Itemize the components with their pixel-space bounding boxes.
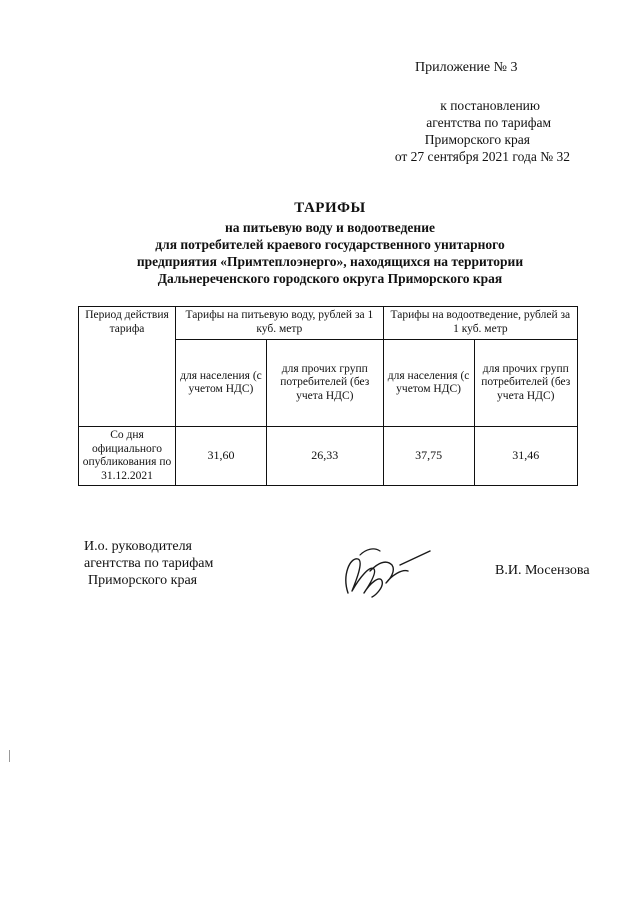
resolution-line: от 27 сентября 2021 года № 32 [394, 149, 570, 164]
header-period: Период действия тарифа [79, 307, 176, 427]
signer-name: В.И. Мосензова [495, 563, 590, 578]
header-sewer-other: для прочих групп потребителей (без учета НДС) [474, 340, 577, 427]
scan-margin-mark [9, 750, 10, 762]
header-water: Тарифы на питьевую воду, рублей за 1 куб. метр [176, 307, 384, 340]
resolution-line: к постановлению [440, 98, 540, 113]
cell-water-population: 31,60 [176, 427, 267, 486]
title-main: ТАРИФЫ [294, 200, 366, 216]
title-line: Дальнереченского городского округа Приморского края [157, 271, 503, 286]
resolution-line: агентства по тарифам [426, 115, 551, 130]
signer-position [84, 538, 213, 589]
signer-position-line: агентства по тарифам [84, 556, 214, 571]
tariff-table [78, 306, 578, 486]
cell-sewer-population: 37,75 [383, 427, 474, 486]
resolution-line: Приморского края [424, 132, 530, 147]
resolution-reference [330, 97, 570, 165]
table-row [79, 427, 578, 486]
signer-position-line: И.о. руководителя [84, 539, 193, 554]
appendix-number: Приложение № 3 [415, 60, 518, 75]
title-line: предприятия «Примтеплоэнерго», находящихся на территории [136, 254, 524, 269]
handwritten-signature [330, 535, 440, 605]
cell-sewer-other: 31,46 [474, 427, 577, 486]
header-water-population: для населения (с учетом НДС) [176, 340, 267, 427]
signer-position-line: Приморского края [88, 573, 198, 588]
cell-period: Со дня официального опубликования по 31.12.2021 [79, 427, 176, 486]
title-line: для потребителей краевого государственного унитарного [155, 237, 505, 252]
title-line: на питьевую воду и водоотведение [225, 220, 435, 235]
header-water-other: для прочих групп потребителей (без учета НДС) [266, 340, 383, 427]
cell-water-other: 26,33 [266, 427, 383, 486]
header-sewer-population: для населения (с учетом НДС) [383, 340, 474, 427]
document-title [100, 200, 560, 287]
header-sewer: Тарифы на водоотведение, рублей за 1 куб. метр [383, 307, 577, 340]
